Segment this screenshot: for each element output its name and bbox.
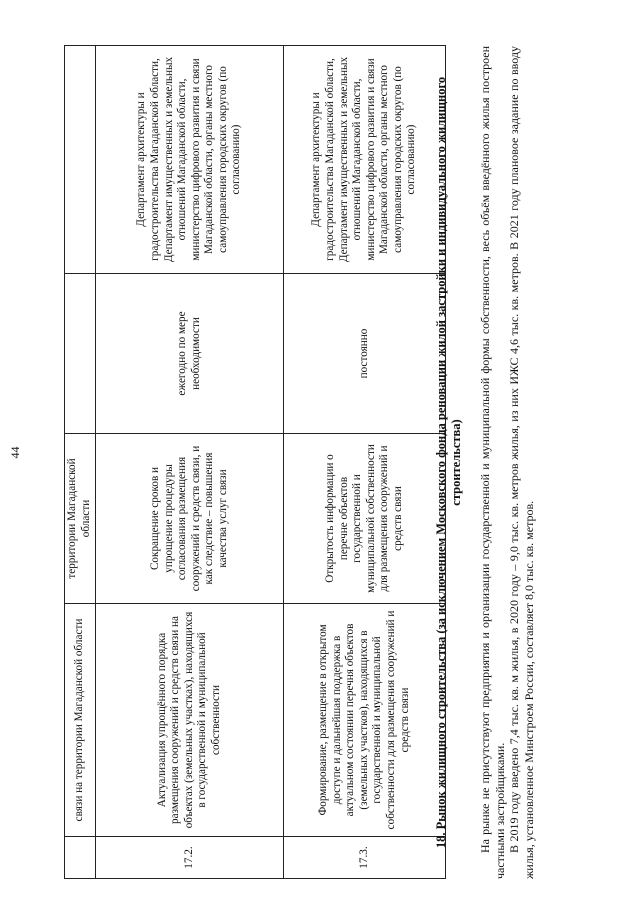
table-cell-result: территории Магаданской области (65, 434, 96, 604)
table-row (96, 46, 284, 879)
page-number: 44 (8, 446, 22, 459)
paragraph: В 2019 году введено 7,4 тыс. кв. м жилья, в 2020 году – 9,0 тыс. кв. метров жилья, из них ИЖС 4,6 тыс. кв. метров. В 2021 году плановое задание по вводу жилья, установленное Минстроем России, составляет 8,0 тыс. кв. метров. (507, 46, 536, 879)
table-row (284, 46, 446, 879)
table-cell-number: 17.2. (96, 837, 284, 879)
table-cell-deadline: постоянно (284, 274, 446, 434)
table-cell-deadline (65, 274, 96, 434)
table-cell-measure: Формирование, размещение в открытом доступе и дальнейшая поддержка в актуальном состоянии перечня объектов (земельных участков), находящихся в государственной и муниципальной собственности для размещения сооружений и средств связи (284, 604, 446, 837)
table-cell-responsible: Департамент архитектуры и градостроительства Магаданской области, Департамент имущественных и земельных отношений Магаданской области, министерство цифрового развития и связи Магаданской области, органы местного самоуправления городских округов (по согласованию) (284, 46, 446, 274)
table-cell-deadline: ежегодно по мере необходимости (96, 274, 284, 434)
table-cell-measure: Актуализация упрощённого порядка размещения сооружений и средств связи на объектах (земельных участках), находящихся в государственной и муниципальной собственности (96, 604, 284, 837)
table-cell-result: Сокращение сроков и упрощение процедуры согласования размещения сооружений и средств связи, и как следствие – повышения качества услуг связи (96, 434, 284, 604)
table-cell-result: Открытость информации о перечне объектов государственной и муниципальной собственности для размещения сооружений и средств связи (284, 434, 446, 604)
table-cell-responsible (65, 46, 96, 274)
section-heading: 18. Рынок жилищного строительства (за исключением Московского фонда реновации жилой застройки и индивидуального жилищного строительства) (434, 76, 463, 849)
table-cell-number (65, 837, 96, 879)
paragraph: На рынке не присутствуют предприятия и организации государственной и муниципальной формы собственности, весь объём введённого жилья построен частными застройщиками. (478, 46, 507, 879)
table-continuation-row (65, 46, 96, 879)
measures-table (64, 45, 446, 879)
section-body (478, 46, 536, 879)
table-cell-responsible: Департамент архитектуры и градостроительства Магаданской области, Департамент имущественных и земельных отношений Магаданской области, министерство цифрового развития и связи Магаданской области, органы местного самоуправления городских округов (по согласованию) (96, 46, 284, 274)
table-cell-number: 17.3. (284, 837, 446, 879)
table-cell-measure: связи на территории Магаданской области (65, 604, 96, 837)
